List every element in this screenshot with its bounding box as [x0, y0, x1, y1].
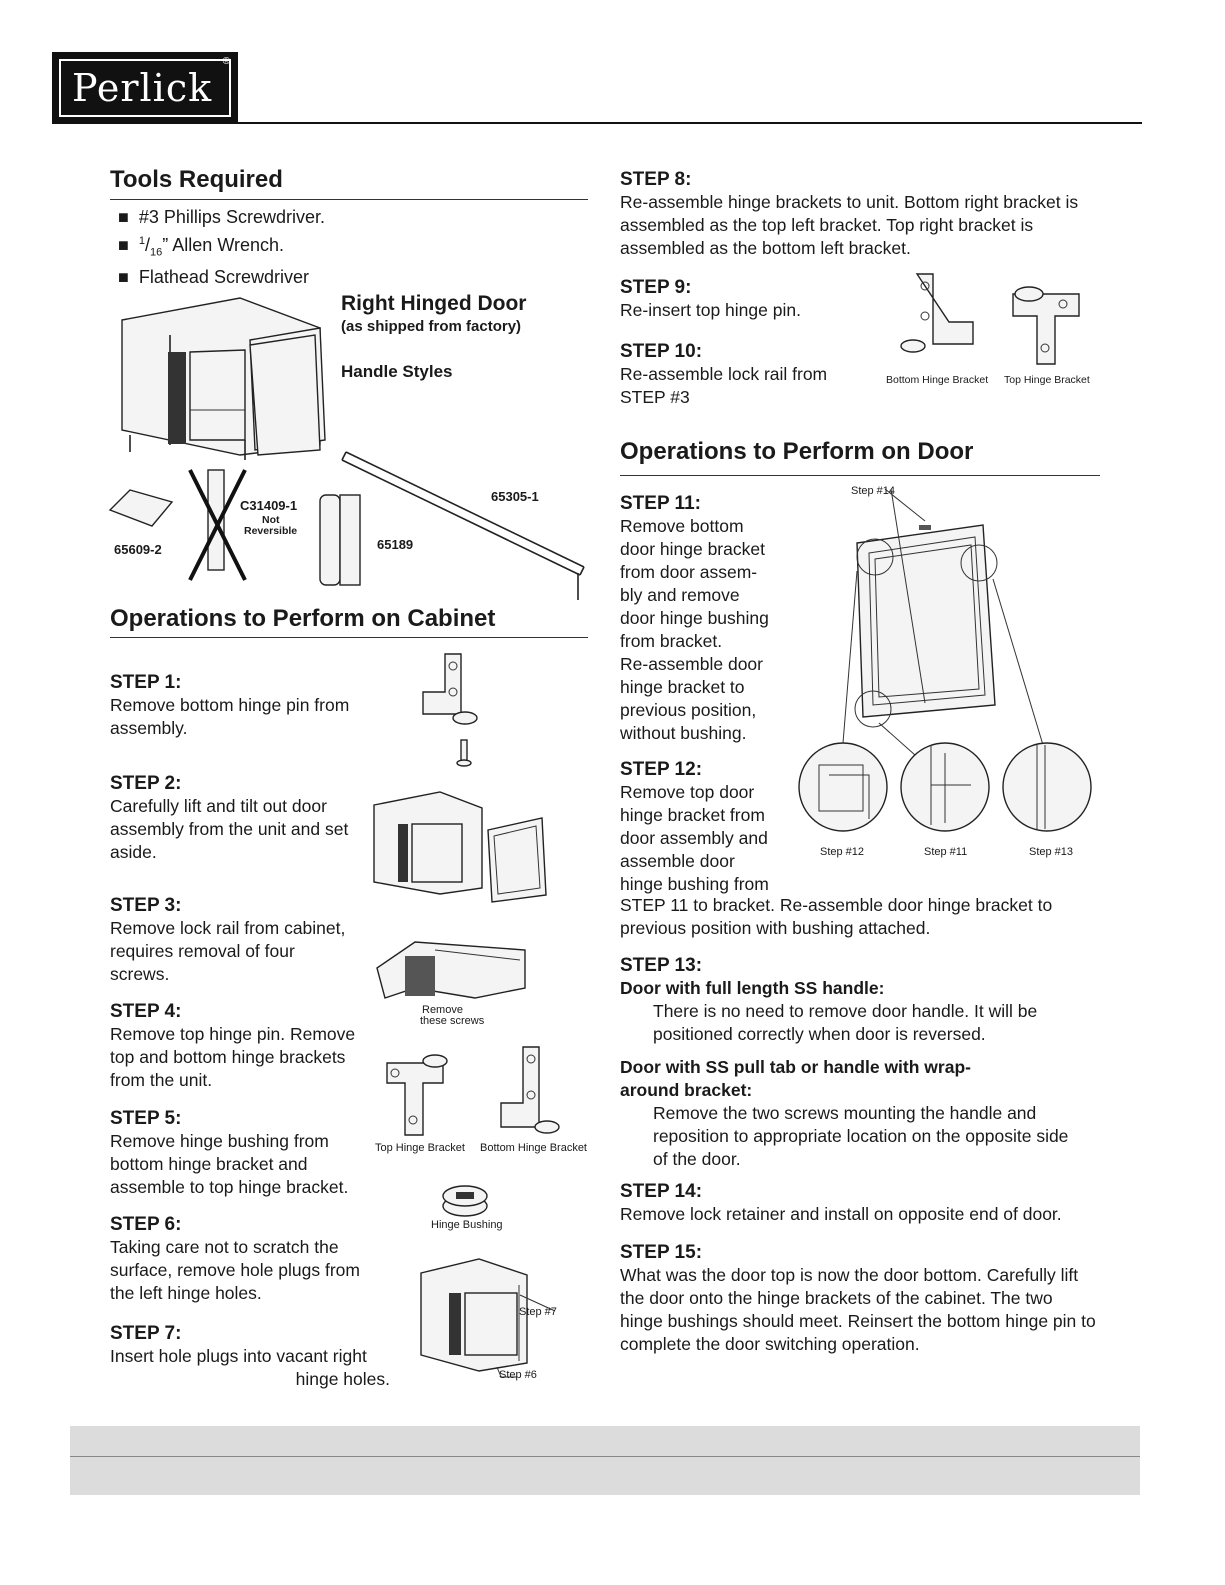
tools-heading: Tools Required [110, 166, 283, 193]
step6-tag: Step #6 [499, 1369, 537, 1381]
step7-tag: Step #7 [519, 1306, 557, 1318]
lock-rail-illustration [375, 938, 530, 1008]
logo-wordmark: Perlick [72, 66, 213, 110]
tool-item: ■ Flathead Screwdriver [118, 266, 309, 287]
reversible-label: Reversible [244, 525, 298, 537]
footer-band-bottom [70, 1457, 1140, 1495]
tools-rule [110, 199, 588, 200]
cabinet-open-door-illustration [110, 290, 590, 610]
hinge-bushing-illustration [438, 1180, 493, 1220]
step-3: STEP 3: Remove lock rail from cabinet, requires removal of four screws. [110, 895, 346, 984]
door-frame-illustration [795, 485, 1100, 845]
cabinet-ops-rule [110, 637, 588, 638]
bottom-hinge-bracket-caption-right: Bottom Hinge Bracket [886, 374, 989, 386]
reassembled-brackets-illustration [895, 272, 1090, 370]
brand-logo [52, 52, 238, 124]
bullet-square-icon: ■ [118, 266, 129, 287]
step-14: STEP 14: Remove lock retainer and install on opposite end of door. [620, 1181, 1062, 1224]
door-ops-rule [620, 475, 1100, 476]
step-5: STEP 5: Remove hinge bushing from bottom hinge bracket and assemble to top hinge bracket. [110, 1108, 349, 1197]
hinge-brackets-illustration [383, 1045, 593, 1140]
cabinet-ops-heading: Operations to Perform on Cabinet [110, 605, 496, 632]
step-13: STEP 13: Door with full length SS handle: There is no need to remove door handle. It will be positioned correctly when door is reversed. Door with SS pull tab or handle with wrap- around bracket: Remove the two screws mounting the handle and reposition to appropriate location on the opposite side of the door. [620, 955, 1069, 1169]
part-label-c31409-1: C31409-1 [240, 498, 298, 513]
step12-tag: Step #12 [820, 846, 865, 858]
bottom-hinge-pin-illustration [410, 652, 480, 772]
registered-mark: ® [222, 56, 230, 67]
step-1: STEP 1: Remove bottom hinge pin from assembly. [110, 672, 350, 738]
step-11: STEP 11: Remove bottom door hinge bracket from door assem- bly and remove door hinge bushing from bracket. Re-assemble door hinge bracket to previous position, without bushing. [620, 493, 769, 743]
remove-screws-label-2: these screws [420, 1015, 485, 1027]
tools-list [118, 205, 325, 289]
step-12: STEP 12: Remove top door hinge bracket from door assembly and assemble door hinge bushing from [620, 759, 769, 894]
hole-plugs-cabinet-illustration [415, 1255, 565, 1385]
header-rule [52, 122, 1142, 124]
remove-screws-label-1: Remove [422, 1004, 463, 1016]
part-label-65609-2: 65609-2 [114, 542, 162, 557]
top-hinge-bracket-caption-right: Top Hinge Bracket [1004, 374, 1090, 386]
step-9: STEP 9: Re-insert top hinge pin. [620, 277, 801, 320]
tool-item: ■ #3 Phillips Screwdriver. [118, 207, 325, 227]
not-label: Not [262, 514, 280, 526]
handle-styles-label: Handle Styles [341, 362, 453, 381]
step13-tag: Step #13 [1029, 846, 1074, 858]
part-label-65189: 65189 [377, 537, 414, 552]
footer-band-top [70, 1426, 1140, 1456]
step-12-continued: STEP 11 to bracket. Re-assemble door hinge bracket to previous position with bushing attached. [620, 895, 1053, 938]
door-ops-heading: Operations to Perform on Door [620, 438, 974, 465]
right-hinged-door-subtitle: (as shipped from factory) [341, 318, 522, 335]
step-7: STEP 7: Insert hole plugs into vacant right hinge holes. [110, 1323, 390, 1389]
door-removed-cabinet-illustration [370, 790, 550, 900]
step-10: STEP 10: Re-assemble lock rail from STEP #3 [620, 341, 828, 407]
bottom-hinge-bracket-caption: Bottom Hinge Bracket [480, 1142, 587, 1154]
hinge-bushing-caption: Hinge Bushing [431, 1219, 503, 1231]
bullet-square-icon: ■ [118, 235, 129, 255]
top-hinge-bracket-caption: Top Hinge Bracket [375, 1142, 465, 1154]
part-label-65305-1: 65305-1 [491, 489, 539, 504]
step14-tag: Step #14 [851, 485, 896, 497]
right-hinged-door-title: Right Hinged Door [341, 292, 527, 315]
step-4: STEP 4: Remove top hinge pin. Remove top and bottom hinge brackets from the unit. [110, 1001, 356, 1090]
step11-tag: Step #11 [924, 846, 968, 858]
tool-item: ■ $^1/_{16}$” Allen Wrench. [118, 235, 285, 259]
step-15: STEP 15: What was the door top is now the door bottom. Carefully lift the door onto the hinge brackets of the cabinet. The two hinge bushings should meet. Reinsert the bottom hinge pin to complete the door switching operation. [620, 1242, 1096, 1354]
step-6: STEP 6: Taking care not to scratch the surface, remove hole plugs from the left hinge holes. [110, 1214, 360, 1303]
bullet-square-icon: ■ [118, 207, 129, 227]
step-8: STEP 8: Re-assemble hinge brackets to unit. Bottom right bracket is assembled as the top left bracket. Top right bracket is assembled as the bottom left bracket. [620, 169, 1079, 258]
step-2: STEP 2: Carefully lift and tilt out door assembly from the unit and set aside. [110, 773, 349, 862]
